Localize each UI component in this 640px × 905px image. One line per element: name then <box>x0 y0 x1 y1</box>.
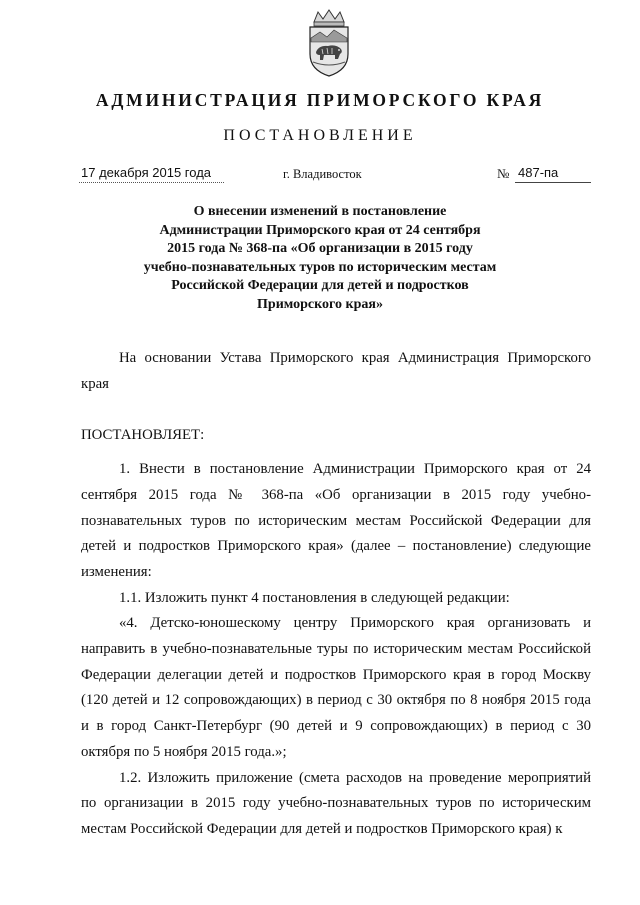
document-body <box>81 346 591 843</box>
item-1-2-paragraph: 1.2. Изложить приложение (смета расходов на проведение мероприятий по организации в 2015 году учебно-познавательных туров по историческим местам Российской Федерации для детей и подростков Приморского края) к <box>81 769 591 837</box>
document-heading <box>120 203 520 314</box>
resolves-heading: ПОСТАНОВЛЯЕТ: <box>81 427 205 444</box>
heading-line: учебно-познавательных туров по историческим местам <box>143 259 497 275</box>
item-1-1-paragraph: 1.1. Изложить пункт 4 постановления в следующей редакции: <box>119 589 510 606</box>
preamble-paragraph: На основании Устава Приморского края Администрация Приморского края <box>81 350 591 392</box>
heading-line: Администрации Приморского края от 24 сентября <box>159 222 481 238</box>
number-sign: № <box>497 166 510 181</box>
heading-line: Приморского края» <box>257 296 383 312</box>
document-number: 487-па <box>518 165 559 180</box>
heading-line: Российской Федерации для детей и подростков <box>171 278 469 293</box>
organization-title: АДМИНИСТРАЦИЯ ПРИМОРСКОГО КРАЯ <box>95 90 545 110</box>
heading-line: О внесении изменений в постановление <box>193 204 447 219</box>
heading-line: 2015 года № 368-па «Об организации в 2015 году <box>167 241 473 256</box>
coat-of-arms-emblem <box>300 8 358 78</box>
item-1-1-text-paragraph: «4. Детско-юношескому центру Приморского края организовать и направить в учебно-познавательные туры по историческим местам Российской Федерации делегации детей и подростков Приморского края в город Москву (120 детей и 12 сопровождающих) в период с 30 октября по 8 ноября 2015 года и в город Санкт-Петербург (90 детей и 9 сопровождающих) в период с 30 октября по 5 ноября 2015 года.»; <box>81 615 591 760</box>
date-underline <box>79 182 224 183</box>
document-type: ПОСТАНОВЛЕНИЕ <box>223 127 417 144</box>
document-city: г. Владивосток <box>283 167 362 181</box>
item-1-paragraph: 1. Внести в постановление Администрации Приморского края от 24 сентября 2015 года № 368-па «Об организации в 2015 году учебно-познавательных туров по историческим местам Российской Федерации для детей и подростков Приморского края» (далее – постановление) следующие изменения: <box>81 461 591 580</box>
number-underline <box>515 182 591 183</box>
document-date: 17 декабря 2015 года <box>81 165 212 180</box>
